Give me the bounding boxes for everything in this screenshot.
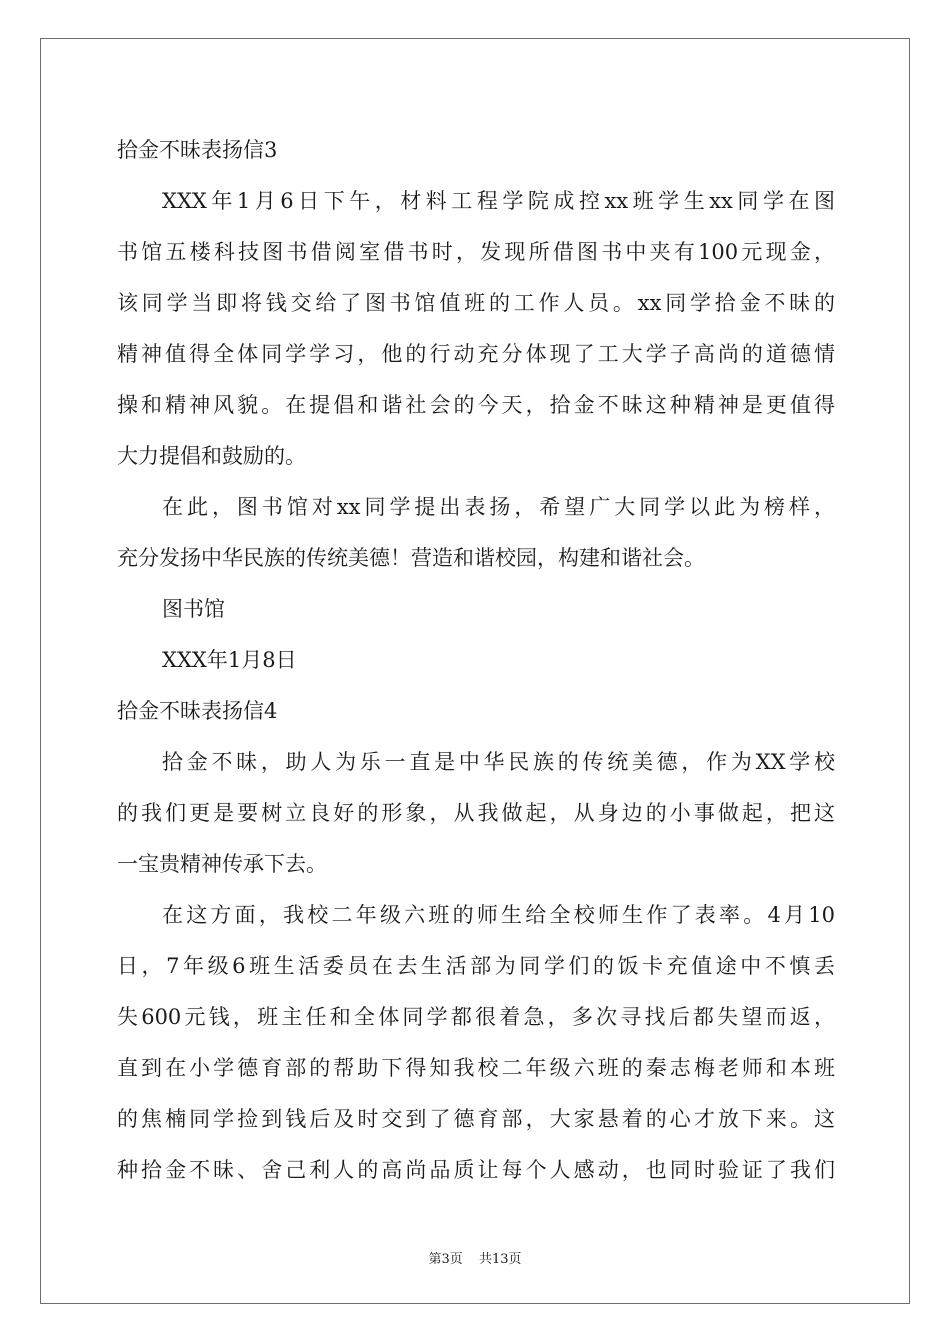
text-line: XXX年1月8日	[162, 648, 297, 672]
text-line: 失600元钱，班主任和全体同学都很着急，多次寻找后都失望而返，	[117, 1005, 835, 1029]
text-line: 精神值得全体同学学习，他的行动充分体现了工大学子高尚的道德情	[117, 342, 835, 366]
text-line: 日，7年级6班生活委员在去生活部为同学们的饭卡充值途中不慎丢	[117, 954, 835, 978]
page-number: 第3页	[428, 1252, 463, 1267]
text-line: 在这方面，我校二年级六班的师生给全校师生作了表率。4月10	[162, 903, 835, 927]
text-line: 该同学当即将钱交给了图书馆值班的工作人员。xx同学拾金不昧的	[117, 291, 835, 315]
text-line: 一宝贵精神传承下去。	[117, 852, 327, 876]
text-line: 书馆五楼科技图书借阅室借书时，发现所借图书中夹有100元现金，	[117, 240, 835, 264]
page-footer	[0, 1248, 950, 1267]
text-line: 操和精神风貌。在提倡和谐社会的今天，拾金不昧这种精神是更值得	[117, 393, 835, 417]
text-line: 在此，图书馆对xx同学提出表扬，希望广大同学以此为榜样，	[162, 495, 835, 519]
text-line: 大力提倡和鼓励的。	[117, 444, 306, 468]
text-line: 图书馆	[162, 597, 225, 621]
text-line: 的我们更是要树立良好的形象，从我做起，从身边的小事做起，把这	[117, 801, 835, 825]
text-line: 直到在小学德育部的帮助下得知我校二年级六班的秦志梅老师和本班	[117, 1056, 835, 1080]
text-line: 充分发扬中华民族的传统美德！营造和谐校园，构建和谐社会。	[117, 546, 705, 570]
document-body	[117, 125, 835, 1196]
text-line: XXX年1月6日下午，材料工程学院成控xx班学生xx同学在图	[162, 189, 835, 213]
page-total: 共13页	[478, 1252, 522, 1267]
text-line: 拾金不昧表扬信4	[117, 699, 278, 723]
text-line: 拾金不昧，助人为乐一直是中华民族的传统美德，作为XX学校	[162, 750, 835, 774]
text-line: 种拾金不昧、舍己利人的高尚品质让每个人感动，也同时验证了我们	[117, 1158, 835, 1182]
text-line: 的焦楠同学捡到钱后及时交到了德育部，大家悬着的心才放下来。这	[117, 1107, 835, 1131]
text-line: 拾金不昧表扬信3	[117, 138, 278, 162]
